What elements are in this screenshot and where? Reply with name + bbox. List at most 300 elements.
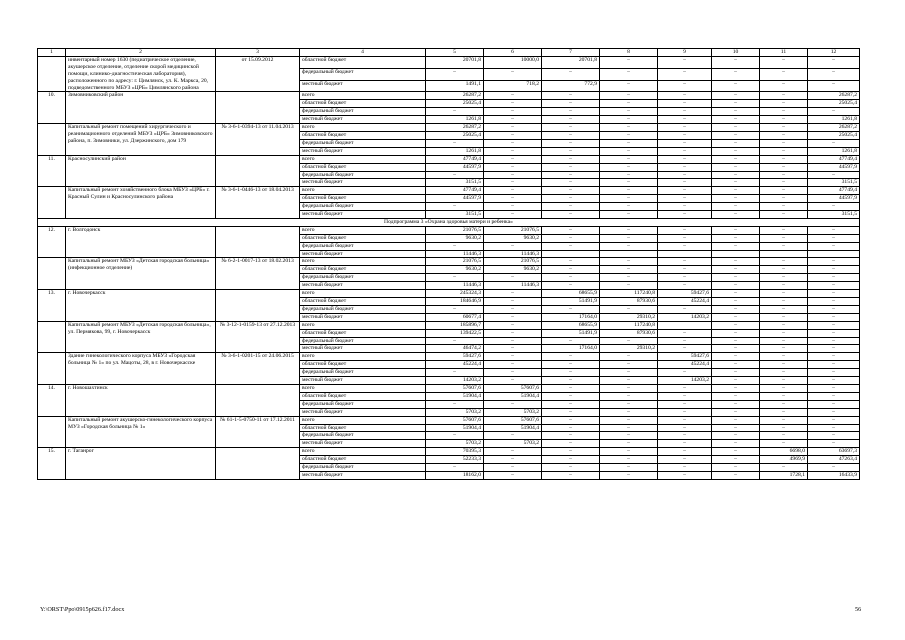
amount-cell: – <box>600 179 658 187</box>
row-number <box>38 258 66 290</box>
amount-cell: – <box>760 305 808 313</box>
amount-cell: – <box>712 108 760 116</box>
amount-cell: 45224,4 <box>658 298 712 306</box>
amount-cell: – <box>542 432 600 440</box>
amount-cell: – <box>760 203 808 211</box>
amount-cell: – <box>484 171 542 179</box>
amount-cell: – <box>658 139 712 147</box>
district-name: Красносулинский район <box>66 155 216 187</box>
amount-cell: – <box>658 226 712 234</box>
amount-cell: – <box>658 329 712 337</box>
amount-cell: 26287,2 <box>426 124 484 132</box>
amount-cell: – <box>712 345 760 353</box>
amount-cell: – <box>484 242 542 250</box>
table-row <box>38 155 860 163</box>
amount-cell: – <box>712 337 760 345</box>
amount-cell: 14203,2 <box>658 313 712 321</box>
amount-cell: – <box>712 377 760 385</box>
funding-source: местный бюджет <box>300 250 426 258</box>
amount-cell: – <box>542 163 600 171</box>
amount-cell: – <box>712 56 760 68</box>
amount-cell: – <box>600 258 658 266</box>
table-row <box>38 187 860 195</box>
amount-cell: – <box>600 384 658 392</box>
header-cell: 10 <box>712 49 760 57</box>
amount-cell: – <box>658 282 712 290</box>
amount-cell: – <box>760 416 808 424</box>
amount-cell: 9630,2 <box>484 266 542 274</box>
amount-cell: – <box>808 369 860 377</box>
amount-cell: – <box>808 226 860 234</box>
amount-cell: – <box>760 290 808 298</box>
amount-cell: – <box>484 108 542 116</box>
funding-source: областной бюджет <box>300 329 426 337</box>
funding-source: местный бюджет <box>300 282 426 290</box>
amount-cell: – <box>658 100 712 108</box>
amount-cell: – <box>484 195 542 203</box>
amount-cell: – <box>426 432 484 440</box>
funding-source: местный бюджет <box>300 408 426 416</box>
amount-cell: – <box>760 187 808 195</box>
funding-source: федеральный бюджет <box>300 171 426 179</box>
amount-cell: – <box>760 242 808 250</box>
amount-cell: – <box>808 392 860 400</box>
amount-cell: – <box>600 353 658 361</box>
amount-cell: – <box>484 187 542 195</box>
amount-cell: – <box>712 226 760 234</box>
amount-cell: – <box>600 471 658 479</box>
amount-cell: 44597,9 <box>808 163 860 171</box>
amount-cell: – <box>600 242 658 250</box>
amount-cell: – <box>712 92 760 100</box>
funding-source: всего <box>300 353 426 361</box>
amount-cell: – <box>712 353 760 361</box>
amount-cell <box>658 321 712 329</box>
row-number: 14. <box>38 384 66 416</box>
amount-cell: 46474,2 <box>426 345 484 353</box>
amount-cell: – <box>760 408 808 416</box>
amount-cell: 47263,4 <box>808 456 860 464</box>
amount-cell: – <box>712 400 760 408</box>
amount-cell: – <box>600 448 658 456</box>
amount-cell: 185896,7 <box>426 321 484 329</box>
amount-cell <box>712 250 760 258</box>
funding-source: местный бюджет <box>300 377 426 385</box>
funding-source: всего <box>300 226 426 234</box>
amount-cell: 26287,2 <box>808 124 860 132</box>
amount-cell: – <box>600 234 658 242</box>
amount-cell: 5703,2 <box>484 440 542 448</box>
amount-cell: 25025,4 <box>426 131 484 139</box>
amount-cell: – <box>712 211 760 219</box>
amount-cell: 57607,6 <box>426 384 484 392</box>
amount-cell: – <box>600 432 658 440</box>
amount-cell: – <box>658 345 712 353</box>
amount-cell: – <box>760 92 808 100</box>
amount-cell: – <box>542 179 600 187</box>
amount-cell: 45224,4 <box>658 361 712 369</box>
registration-number <box>216 155 300 187</box>
amount-cell: – <box>542 361 600 369</box>
amount-cell: – <box>600 377 658 385</box>
registration-number: от 15.09.2012 <box>216 56 300 92</box>
amount-cell: – <box>658 131 712 139</box>
amount-cell: – <box>600 369 658 377</box>
amount-cell: – <box>760 282 808 290</box>
funding-source: всего <box>300 187 426 195</box>
amount-cell: – <box>426 108 484 116</box>
amount-cell: – <box>658 416 712 424</box>
amount-cell: – <box>600 56 658 68</box>
amount-cell: – <box>600 108 658 116</box>
amount-cell: – <box>760 424 808 432</box>
amount-cell: – <box>600 282 658 290</box>
amount-cell: – <box>808 432 860 440</box>
amount-cell: – <box>658 163 712 171</box>
amount-cell: – <box>658 211 712 219</box>
funding-source: федеральный бюджет <box>300 274 426 282</box>
amount-cell: – <box>712 100 760 108</box>
registration-number <box>216 384 300 416</box>
amount-cell: 17164,0 <box>542 313 600 321</box>
funding-source: областной бюджет <box>300 266 426 274</box>
row-number: 15. <box>38 448 66 480</box>
amount-cell: – <box>484 179 542 187</box>
object-name: Капитальный ремонт МБУЗ «Детская городская больница», ул. Пермякова, 99, г. Новочеркасск <box>66 321 216 353</box>
amount-cell: – <box>658 155 712 163</box>
amount-cell: – <box>600 187 658 195</box>
amount-cell: – <box>808 108 860 116</box>
amount-cell: – <box>542 258 600 266</box>
funding-source: областной бюджет <box>300 56 426 68</box>
amount-cell: – <box>484 124 542 132</box>
amount-cell: – <box>658 203 712 211</box>
amount-cell: – <box>808 313 860 321</box>
amount-cell: – <box>600 226 658 234</box>
amount-cell: – <box>426 242 484 250</box>
amount-cell: – <box>760 171 808 179</box>
amount-cell: – <box>542 211 600 219</box>
amount-cell: – <box>712 408 760 416</box>
amount-cell: – <box>600 456 658 464</box>
amount-cell: – <box>542 448 600 456</box>
amount-cell: 87930,6 <box>600 329 658 337</box>
amount-cell: – <box>658 108 712 116</box>
amount-cell: 139422,5 <box>426 329 484 337</box>
amount-cell: – <box>760 329 808 337</box>
amount-cell: – <box>760 211 808 219</box>
budget-table-sheet <box>37 48 859 480</box>
amount-cell: 718,2 <box>484 80 542 92</box>
amount-cell: 3151,5 <box>808 211 860 219</box>
amount-cell: 11446,3 <box>426 282 484 290</box>
amount-cell: – <box>712 187 760 195</box>
amount-cell: 5703,2 <box>484 408 542 416</box>
funding-source: федеральный бюджет <box>300 400 426 408</box>
amount-cell: 25025,4 <box>808 100 860 108</box>
amount-cell: – <box>600 147 658 155</box>
funding-source: федеральный бюджет <box>300 432 426 440</box>
funding-source: всего <box>300 155 426 163</box>
amount-cell: 59427,6 <box>658 353 712 361</box>
amount-cell: – <box>712 329 760 337</box>
funding-source: областной бюджет <box>300 424 426 432</box>
amount-cell: – <box>760 179 808 187</box>
amount-cell: – <box>426 337 484 345</box>
amount-cell <box>542 250 600 258</box>
amount-cell: – <box>426 203 484 211</box>
amount-cell: – <box>484 329 542 337</box>
amount-cell: – <box>712 321 760 329</box>
amount-cell: – <box>600 116 658 124</box>
amount-cell: – <box>658 305 712 313</box>
amount-cell: – <box>542 234 600 242</box>
amount-cell: – <box>808 56 860 68</box>
amount-cell: – <box>712 440 760 448</box>
amount-cell: 17164,0 <box>542 345 600 353</box>
amount-cell: – <box>484 369 542 377</box>
funding-source: всего <box>300 448 426 456</box>
funding-source: областной бюджет <box>300 298 426 306</box>
amount-cell: – <box>542 424 600 432</box>
amount-cell: – <box>542 147 600 155</box>
amount-cell: – <box>658 171 712 179</box>
amount-cell: – <box>600 416 658 424</box>
registration-number: № 61-1-5-0750-11 от 17.12.2011 <box>216 416 300 448</box>
amount-cell: – <box>760 298 808 306</box>
amount-cell: 60677,4 <box>426 313 484 321</box>
amount-cell: – <box>484 155 542 163</box>
funding-source: федеральный бюджет <box>300 242 426 250</box>
funding-source: местный бюджет <box>300 116 426 124</box>
amount-cell: – <box>760 108 808 116</box>
amount-cell: – <box>808 298 860 306</box>
amount-cell: 51904,4 <box>426 424 484 432</box>
amount-cell: 117240,8 <box>600 321 658 329</box>
amount-cell: 29310,2 <box>600 345 658 353</box>
funding-source: федеральный бюджет <box>300 305 426 313</box>
district-name: Зимовниковский район <box>66 92 216 124</box>
amount-cell: – <box>542 416 600 424</box>
registration-number: № 3-6-1-0446-13 от 18.04.2013 <box>216 187 300 219</box>
header-cell: 5 <box>426 49 484 57</box>
amount-cell: – <box>712 203 760 211</box>
amount-cell: – <box>600 266 658 274</box>
amount-cell: – <box>600 440 658 448</box>
funding-source: областной бюджет <box>300 131 426 139</box>
subprogram-row <box>38 218 860 226</box>
amount-cell: – <box>712 80 760 92</box>
amount-cell: – <box>808 234 860 242</box>
row-number: 10. <box>38 92 66 124</box>
amount-cell: – <box>658 471 712 479</box>
amount-cell: – <box>712 266 760 274</box>
amount-cell: – <box>658 274 712 282</box>
amount-cell: – <box>808 440 860 448</box>
amount-cell: – <box>760 56 808 68</box>
amount-cell: – <box>542 384 600 392</box>
amount-cell: – <box>600 131 658 139</box>
amount-cell: – <box>542 116 600 124</box>
amount-cell: – <box>600 80 658 92</box>
amount-cell: – <box>542 68 600 80</box>
amount-cell: – <box>760 163 808 171</box>
amount-cell: – <box>760 464 808 472</box>
amount-cell: – <box>426 171 484 179</box>
amount-cell: – <box>658 456 712 464</box>
amount-cell: – <box>426 68 484 80</box>
amount-cell: – <box>542 187 600 195</box>
amount-cell: – <box>808 400 860 408</box>
amount-cell: – <box>658 384 712 392</box>
amount-cell: 245324,3 <box>426 290 484 298</box>
amount-cell: – <box>658 147 712 155</box>
amount-cell: – <box>600 195 658 203</box>
funding-source: всего <box>300 321 426 329</box>
amount-cell: – <box>484 131 542 139</box>
amount-cell: – <box>542 471 600 479</box>
amount-cell: – <box>542 456 600 464</box>
amount-cell: – <box>426 305 484 313</box>
funding-source: федеральный бюджет <box>300 203 426 211</box>
amount-cell: 6698,0 <box>760 448 808 456</box>
registration-number <box>216 290 300 322</box>
district-name: г. Волгодонск <box>66 226 216 258</box>
amount-cell: 68655,9 <box>542 290 600 298</box>
amount-cell: – <box>712 384 760 392</box>
amount-cell: – <box>484 92 542 100</box>
amount-cell: – <box>484 139 542 147</box>
amount-cell: 11446,3 <box>484 282 542 290</box>
amount-cell: – <box>484 321 542 329</box>
table-row <box>38 321 860 329</box>
funding-source: местный бюджет <box>300 345 426 353</box>
amount-cell: 9630,2 <box>426 234 484 242</box>
object-name: Капитальный ремонт хозяйственного блока МБУЗ «ЦРБ» г. Красный Сулин и Красносулинского района <box>66 187 216 219</box>
amount-cell: – <box>808 139 860 147</box>
amount-cell: 20701,8 <box>542 56 600 68</box>
amount-cell: 45224,4 <box>426 361 484 369</box>
funding-source: федеральный бюджет <box>300 337 426 345</box>
amount-cell: 51491,9 <box>542 329 600 337</box>
amount-cell: 70395,3 <box>426 448 484 456</box>
amount-cell: – <box>484 163 542 171</box>
amount-cell: – <box>712 274 760 282</box>
amount-cell: – <box>658 234 712 242</box>
amount-cell: – <box>542 377 600 385</box>
amount-cell: – <box>712 116 760 124</box>
amount-cell: – <box>542 266 600 274</box>
amount-cell: 10000,0 <box>484 56 542 68</box>
amount-cell: – <box>658 424 712 432</box>
amount-cell: 51904,4 <box>484 392 542 400</box>
amount-cell <box>760 250 808 258</box>
amount-cell: – <box>760 440 808 448</box>
amount-cell: – <box>808 274 860 282</box>
amount-cell: – <box>760 131 808 139</box>
amount-cell: – <box>712 361 760 369</box>
amount-cell: – <box>600 92 658 100</box>
amount-cell: 63697,3 <box>808 448 860 456</box>
amount-cell: – <box>712 392 760 400</box>
amount-cell: – <box>760 345 808 353</box>
amount-cell: – <box>484 432 542 440</box>
amount-cell: – <box>712 424 760 432</box>
amount-cell: 1491,1 <box>426 80 484 92</box>
amount-cell: – <box>760 139 808 147</box>
amount-cell: – <box>658 187 712 195</box>
row-number: 12. <box>38 226 66 258</box>
amount-cell: – <box>542 131 600 139</box>
amount-cell: 25025,4 <box>426 100 484 108</box>
amount-cell: – <box>542 464 600 472</box>
amount-cell: 47749,4 <box>426 155 484 163</box>
amount-cell: – <box>542 226 600 234</box>
table-row <box>38 448 860 456</box>
amount-cell: – <box>658 116 712 124</box>
amount-cell: – <box>600 100 658 108</box>
amount-cell: – <box>484 298 542 306</box>
amount-cell: 14203,2 <box>426 377 484 385</box>
amount-cell: – <box>808 171 860 179</box>
amount-cell: 184646,9 <box>426 298 484 306</box>
object-name: Капитальный ремонт помещений хирургического и реанимационного отделений МБУЗ «ЦРБ» Зимовниковского района, п. Зимовники, ул. Дзержинского, дом 179 <box>66 124 216 156</box>
table-row <box>38 258 860 266</box>
amount-cell: – <box>484 464 542 472</box>
amount-cell: – <box>484 211 542 219</box>
amount-cell: – <box>658 369 712 377</box>
amount-cell: – <box>658 242 712 250</box>
amount-cell: – <box>658 92 712 100</box>
amount-cell: – <box>542 171 600 179</box>
amount-cell: 26287,2 <box>426 92 484 100</box>
amount-cell: – <box>760 195 808 203</box>
amount-cell: – <box>658 195 712 203</box>
header-row <box>38 49 860 57</box>
amount-cell: – <box>760 384 808 392</box>
amount-cell: – <box>712 147 760 155</box>
amount-cell: – <box>600 163 658 171</box>
amount-cell: – <box>760 147 808 155</box>
funding-source: областной бюджет <box>300 361 426 369</box>
amount-cell: 16433,9 <box>808 471 860 479</box>
funding-source: местный бюджет <box>300 211 426 219</box>
object-name: Капитальный ремонт акушерско-гинекологического корпуса МУЗ «Городская больница № 1» <box>66 416 216 448</box>
amount-cell <box>808 250 860 258</box>
funding-source: всего <box>300 124 426 132</box>
amount-cell: – <box>426 139 484 147</box>
amount-cell: – <box>600 274 658 282</box>
amount-cell: – <box>760 377 808 385</box>
amount-cell: 47749,4 <box>426 187 484 195</box>
amount-cell: – <box>542 408 600 416</box>
amount-cell: – <box>484 361 542 369</box>
amount-cell: – <box>600 139 658 147</box>
amount-cell: – <box>760 68 808 80</box>
amount-cell: – <box>484 305 542 313</box>
row-number: 11. <box>38 155 66 187</box>
amount-cell: – <box>542 369 600 377</box>
amount-cell: 21076,5 <box>426 226 484 234</box>
amount-cell: – <box>760 100 808 108</box>
amount-cell: – <box>484 337 542 345</box>
subprogram-title: Подпрограмма 3 «Охрана здоровья матери и ребенка» <box>38 218 860 226</box>
amount-cell: – <box>658 80 712 92</box>
district-name: г. Новошахтинск <box>66 384 216 416</box>
funding-source: всего <box>300 384 426 392</box>
amount-cell: – <box>712 290 760 298</box>
amount-cell: – <box>600 337 658 345</box>
